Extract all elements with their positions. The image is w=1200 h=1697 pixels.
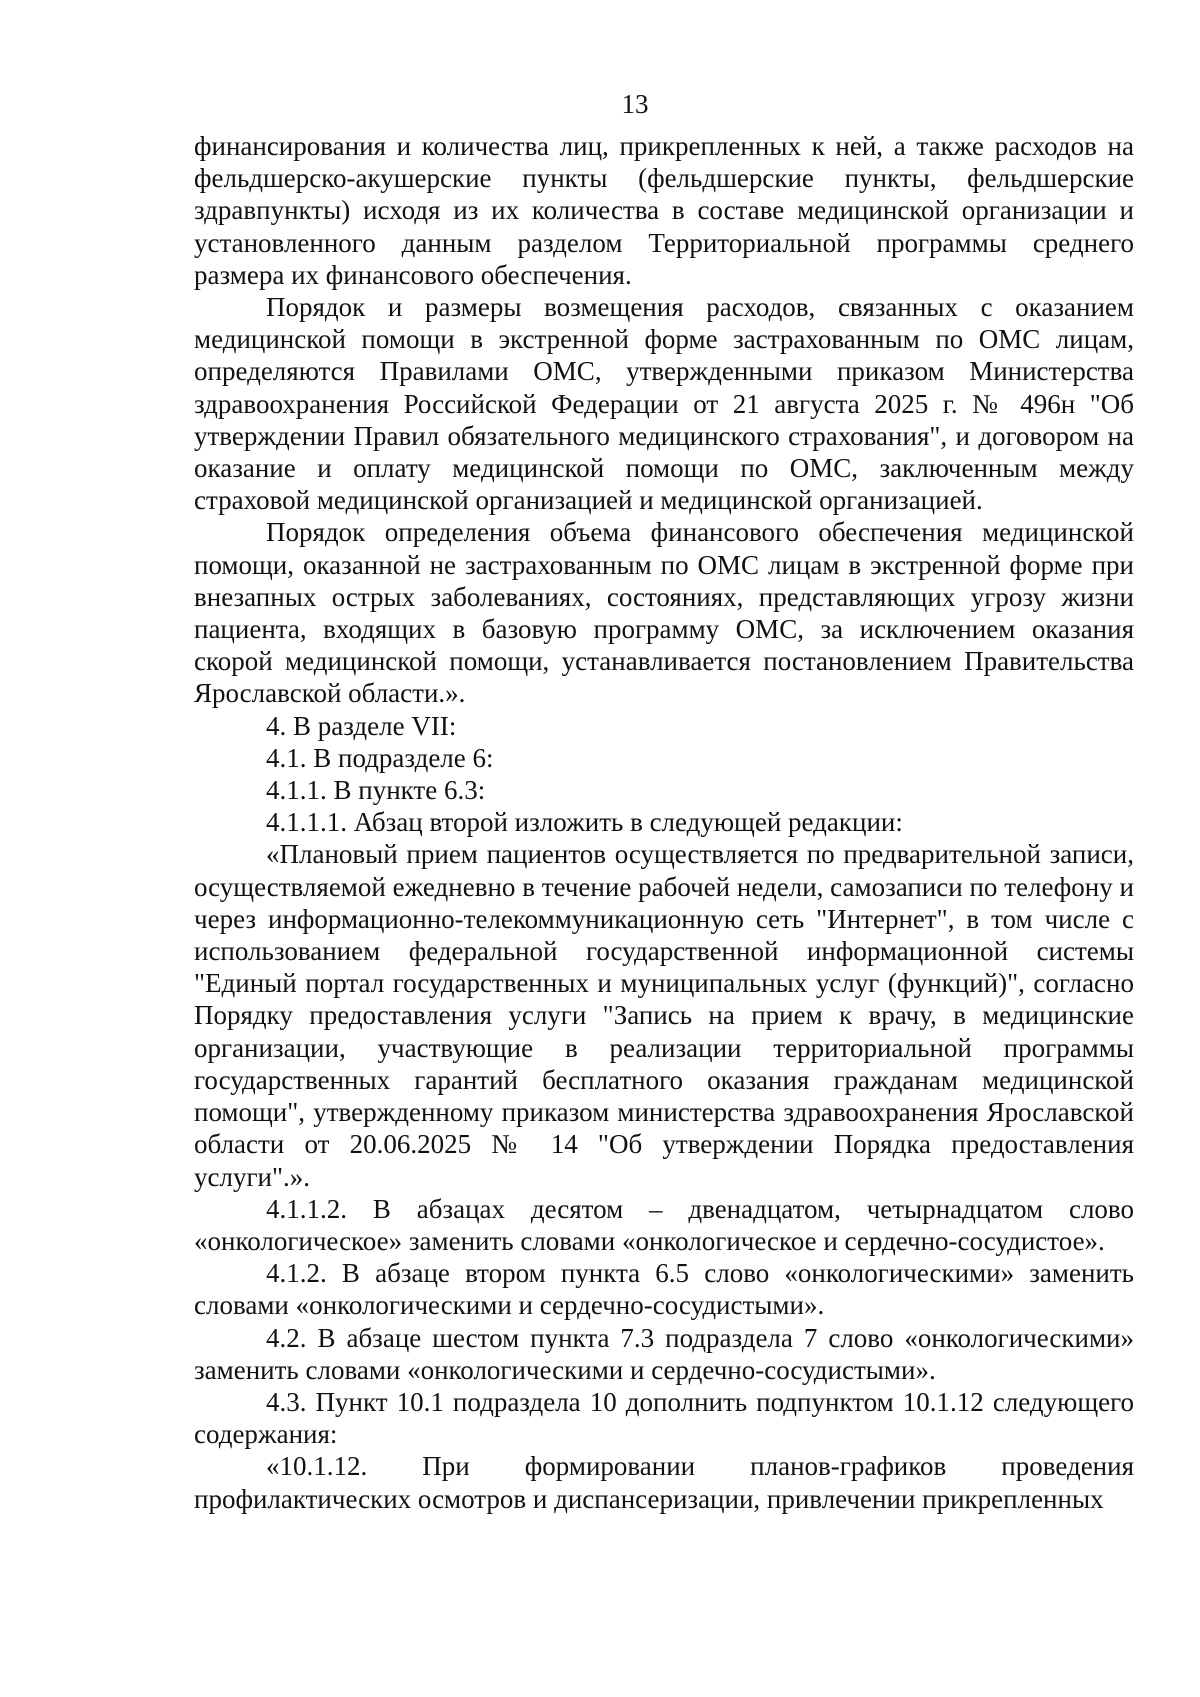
page-number: 13 (621, 89, 649, 119)
paragraph-uninsured-funding: Порядок определения объема финансового обеспечения медицинской помощи, оказанной не застрахованным по ОМС лицам в экстренной форме при внезапных острых заболеваниях, состояниях, представляющих угрозу жизни пациента, входящих в базовую программу ОМС, за исключением оказания скорой медицинской помощи, устанавливается постановлением Правительства Ярославской области.». (194, 517, 1134, 709)
item-4: 4. В разделе VII: (266, 710, 457, 741)
item-4-2: 4.2. В абзаце шестом пункта 7.3 подраздела 7 слово «онкологическими» заменить словами «онкологическими и сердечно-сосудистыми». (194, 1322, 1134, 1385)
item-4-1: 4.1. В подразделе 6: (266, 742, 494, 773)
item-4-1-2: 4.1.2. В абзаце втором пункта 6.5 слово «онкологическими» заменить словами «онкологическими и сердечно-сосудистыми». (194, 1258, 1134, 1321)
item-4-1-1-2: 4.1.1.2. В абзацах десятом – двенадцатом, четырнадцатом слово «онкологическое» заменить словами «онкологическое и сердечно-сосудистое». (194, 1193, 1134, 1256)
document-body (194, 130, 1134, 1515)
paragraph-emergency-care-reimbursement: Порядок и размеры возмещения расходов, связанных с оказанием медицинской помощи в экстренной форме застрахованным по ОМС лицам, определяются Правилами ОМС, утвержденными приказом Министерства здравоохранения Российской Федерации от 21 августа 2025 г. № 496н "Об утверждении Правил обязательного медицинского страхования", и договором на оказание и оплату медицинской помощи по ОМС, заключенным между страховой медицинской организацией и медицинской организацией. (194, 292, 1134, 516)
paragraph-planned-reception: «Плановый прием пациентов осуществляется по предварительной записи, осуществляемой ежедневно в течение рабочей недели, самозаписи по телефону и через информационно-телекоммуникационную сеть "Интернет", в том числе с использованием федеральной государственной информационной системы "Единый портал государственных и муниципальных услуг (функций)", согласно Порядку предоставления услуги "Запись на прием к врачу, в медицинские организации, участвующие в реализации территориальной программы государственных гарантий бесплатного оказания гражданам медицинской помощи", утвержденному приказом министерства здравоохранения Ярославской области от 20.06.2025 № 14 "Об утверждении Порядка предоставления услуги".». (194, 839, 1134, 1192)
item-10-1-12: «10.1.12. При формировании планов-графиков проведения профилактических осмотров и диспансеризации, привлечении прикрепленных (194, 1451, 1134, 1514)
paragraph-continuation: финансирования и количества лиц, прикрепленных к ней, а также расходов на фельдшерско-акушерские пункты (фельдшерские пункты, фельдшерские здравпункты) исходя из их количества в составе медицинской организации и установленного данным разделом Территориальной программы среднего размера их финансового обеспечения. (194, 131, 1134, 290)
item-4-1-1: 4.1.1. В пункте 6.3: (266, 775, 486, 806)
item-4-1-1-1: 4.1.1.1. Абзац второй изложить в следующей редакции: (266, 807, 903, 838)
item-4-3: 4.3. Пункт 10.1 подраздела 10 дополнить подпунктом 10.1.12 следующего содержания: (194, 1386, 1134, 1450)
